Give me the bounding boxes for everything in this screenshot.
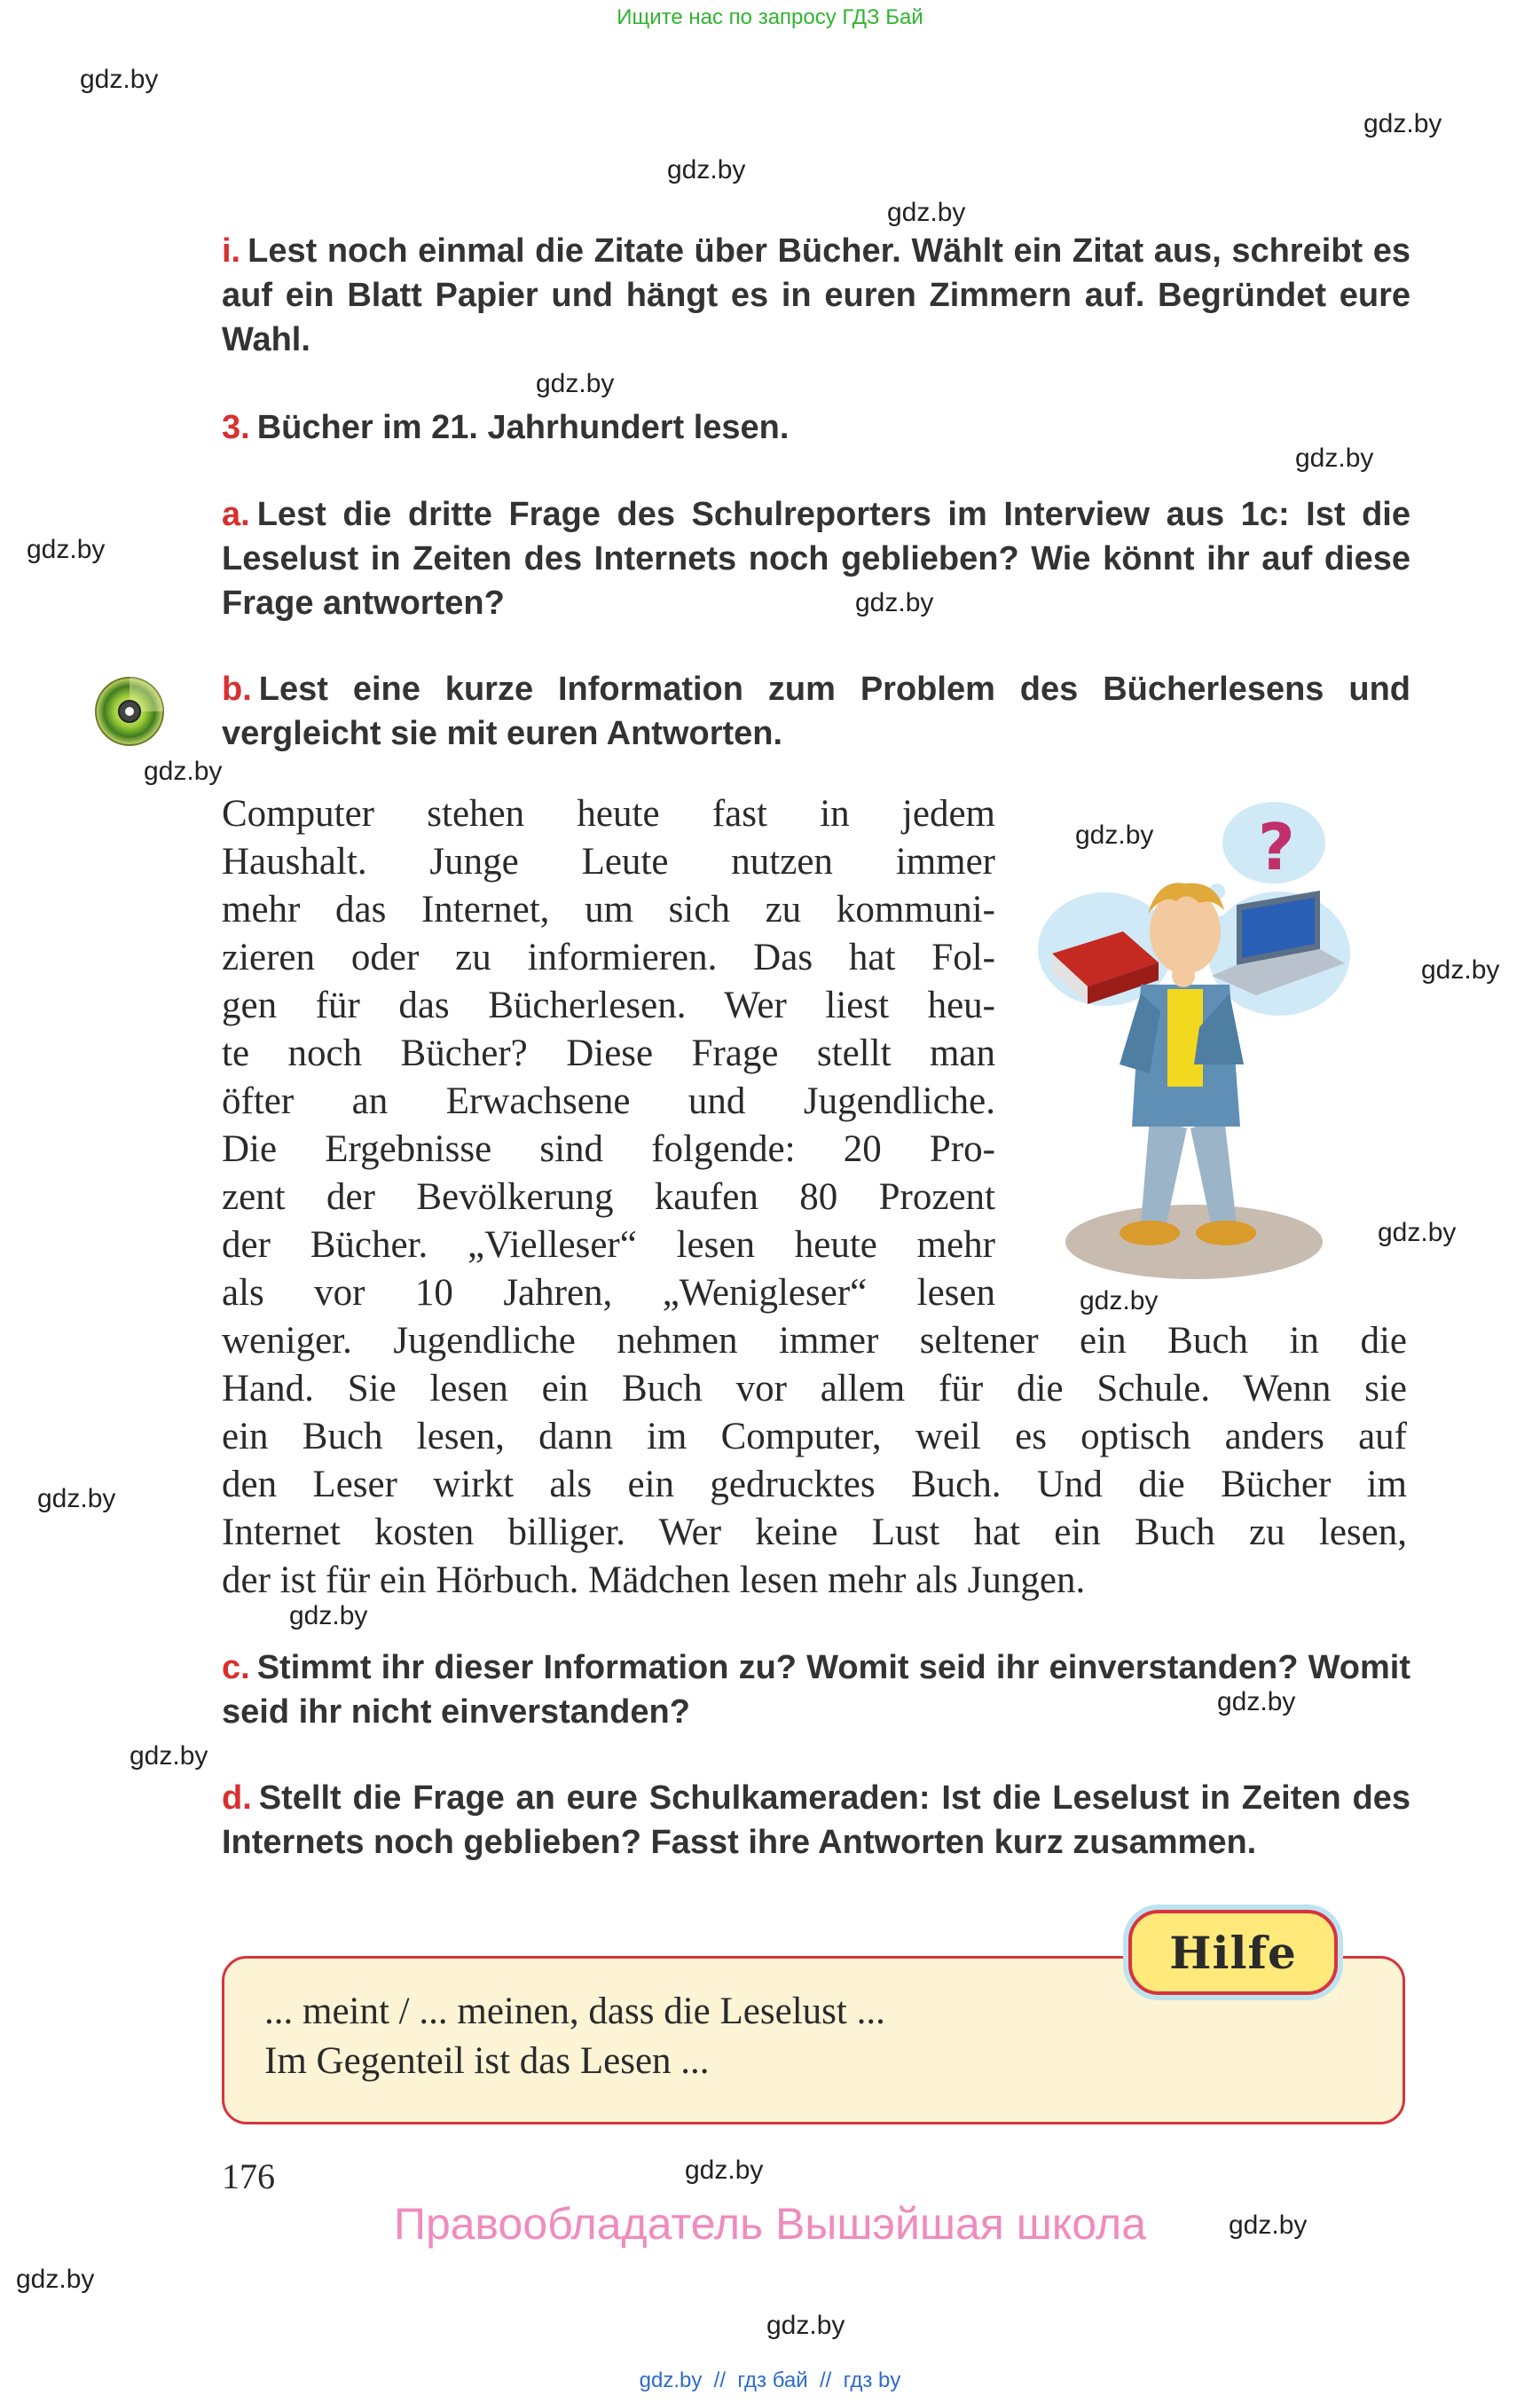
hilfe-line: Im Gegenteil ist das Lesen ... xyxy=(264,2040,710,2082)
watermark: gdz.by xyxy=(37,1484,116,1513)
reading-line: der Bücher. „Vielleser“ lesen heute mehr xyxy=(222,1224,995,1266)
watermark: gdz.by xyxy=(855,588,934,617)
page-number: 176 xyxy=(222,2156,275,2196)
task-text: Lest noch einmal die Zitate über Bücher. Wählt ein Zitat aus, schreibt es auf ein Blatt Papier und hängt es in euren Zimmern auf. Begründet eure Wahl. xyxy=(222,232,1410,358)
reading-line: ein Buch lesen, dann im Computer, weil es optisch anders auf xyxy=(222,1416,1407,1457)
task-i xyxy=(222,229,1410,362)
watermark: gdz.by xyxy=(144,757,223,786)
watermark: gdz.by xyxy=(1075,821,1154,850)
reading-line: gen für das Bücherlesen. Wer liest heu- xyxy=(222,985,995,1026)
task-text: Stellt die Frage an eure Schulkameraden: Ist die Leselust in Zeiten des Internets noch geblieben? Fasst ihre Antworten kurz zusammen. xyxy=(222,1779,1410,1861)
task-text: Lest die dritte Frage des Schulreporters im Interview aus 1c: Ist die Leselust in Zeiten des Internets noch geblieben? Wie könnt ihr auf diese Frage antworten? xyxy=(222,496,1410,622)
task-label: b. xyxy=(222,671,252,708)
watermark: gdz.by xyxy=(1363,109,1442,138)
reading-line: Hand. Sie lesen ein Buch vor allem für die Schule. Wenn sie xyxy=(222,1368,1407,1410)
watermark: gdz.by xyxy=(887,198,966,227)
task-label: c. xyxy=(222,1649,250,1686)
watermark: gdz.by xyxy=(1217,1687,1296,1716)
reading-line: Computer stehen heute fast in jedem xyxy=(222,793,995,835)
watermark: gdz.by xyxy=(80,65,159,94)
reading-line: Die Ergebnisse sind folgende: 20 Pro- xyxy=(222,1128,995,1170)
watermark: gdz.by xyxy=(289,1601,368,1630)
reading-line: weniger. Jugendliche nehmen immer seltener ein Buch in die xyxy=(222,1320,1407,1362)
reading-line: zieren oder zu informieren. Das hat Fol- xyxy=(222,937,995,978)
task-text: Stimmt ihr dieser Information zu? Womit seid ihr einverstanden? Womit seid ihr nicht einverstanden? xyxy=(222,1649,1410,1731)
watermark: gdz.by xyxy=(667,155,746,185)
task-label: d. xyxy=(222,1779,252,1817)
hilfe-title: Hilfe xyxy=(1169,1926,1297,1979)
task-label: 3. xyxy=(222,409,250,446)
reading-line: te noch Bücher? Diese Frage stellt man xyxy=(222,1033,995,1074)
footer-links: gdz.by // гдз бай // гдз by xyxy=(639,2368,901,2392)
watermark: gdz.by xyxy=(1229,2211,1308,2240)
watermark: gdz.by xyxy=(1295,444,1374,473)
svg-text:?: ? xyxy=(1258,810,1295,884)
watermark: gdz.by xyxy=(1421,955,1500,985)
task-d xyxy=(222,1776,1410,1865)
reading-line: den Leser wirkt als ein gedrucktes Buch. Und die Bücher im xyxy=(222,1464,1407,1505)
watermark: gdz.by xyxy=(130,1741,208,1771)
watermark: gdz.by xyxy=(27,535,106,564)
reading-text-wide xyxy=(222,1317,1407,1605)
task-3 xyxy=(222,405,1410,450)
reading-line: öfter an Erwachsene und Jugendliche. xyxy=(222,1080,995,1122)
task-text: Bücher im 21. Jahrhundert lesen. xyxy=(256,409,790,446)
boy-thinking-illustration xyxy=(1034,798,1354,1284)
reading-line: zent der Bevölkerung kaufen 80 Prozent xyxy=(222,1176,995,1218)
hilfe-badge xyxy=(1128,1910,1338,1995)
reading-line: mehr das Internet, um sich zu kommuni- xyxy=(222,889,995,931)
watermark: gdz.by xyxy=(536,369,615,398)
watermark: gdz.by xyxy=(1378,1218,1457,1247)
reading-line: als vor 10 Jahren, „Wenigleser“ lesen xyxy=(222,1272,995,1314)
watermark: gdz.by xyxy=(1080,1286,1159,1315)
audio-cd-icon xyxy=(94,676,165,747)
watermark: gdz.by xyxy=(16,2265,95,2294)
task-a xyxy=(222,492,1410,625)
task-label: a. xyxy=(222,496,250,533)
reading-text-narrow xyxy=(222,790,995,1317)
reading-line: der ist für ein Hörbuch. Mädchen lesen mehr als Jungen. xyxy=(222,1559,1086,1601)
reading-line: Haushalt. Junge Leute nutzen immer xyxy=(222,841,995,883)
task-c xyxy=(222,1645,1410,1734)
reading-line: Internet kosten billiger. Wer keine Lust hat ein Buch zu lesen, xyxy=(222,1512,1407,1553)
hilfe-line: ... meint / ... meinen, dass die Leselust ... xyxy=(264,1991,885,2032)
rights-holder: Правообладатель Вышэйшая школа xyxy=(394,2199,1146,2249)
watermark: gdz.by xyxy=(766,2311,845,2340)
task-b xyxy=(222,667,1410,756)
task-text: Lest eine kurze Information zum Problem des Bücherlesens und vergleicht sie mit euren Antworten. xyxy=(222,671,1410,752)
task-label: i. xyxy=(222,232,241,270)
hilfe-text xyxy=(264,1987,885,2086)
watermark: gdz.by xyxy=(685,2156,764,2185)
top-banner: Ищите нас по запросу ГДЗ Бай xyxy=(617,5,923,29)
